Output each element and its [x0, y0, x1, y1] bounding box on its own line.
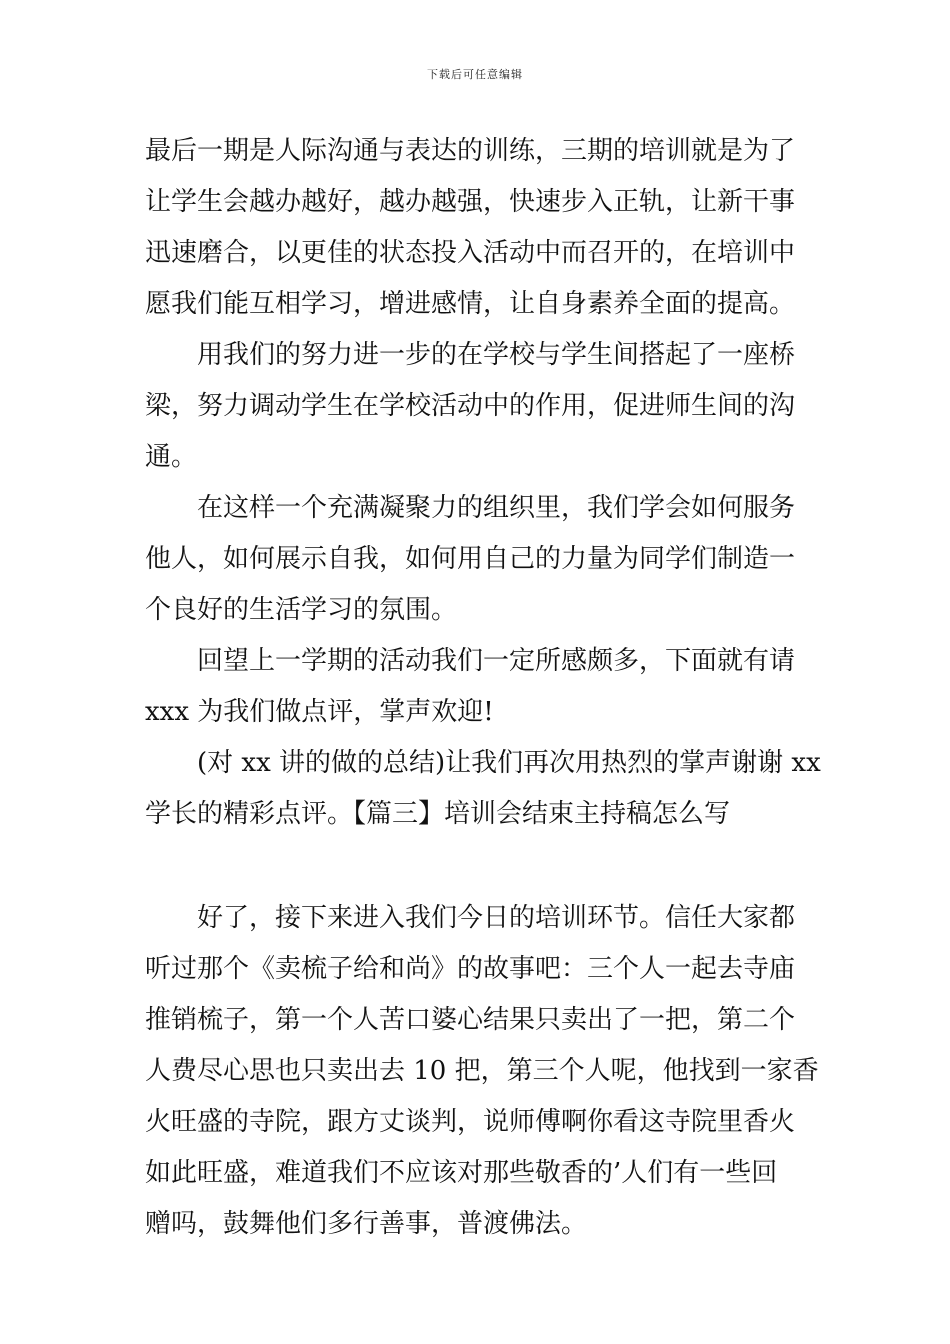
document-body — [145, 126, 821, 1250]
text-line: 赠吗，鼓舞他们多行善事，普渡佛法。 — [145, 1209, 588, 1239]
text-line: 个良好的生活学习的氛围。 — [145, 595, 458, 625]
text-line: 让学生会越办越好，越办越强，快速步入正轨，让新干事 — [145, 187, 796, 217]
text-line: 他人，如何展示自我，如何用自己的力量为同学们制造一 — [145, 544, 796, 574]
paragraph — [145, 893, 819, 1250]
text-line: 迅速磨合，以更佳的状态投入活动中而召开的，在培训中 — [145, 238, 796, 268]
paragraph — [145, 483, 807, 636]
text-line: 回望上一学期的活动我们一定所感颇多，下面就有请 — [197, 646, 796, 676]
text-line: 推销梳子，第一个人苦口婆心结果只卖出了一把，第二个 — [145, 1005, 796, 1035]
text-line: 学长的精彩点评。【篇三】培训会结束主持稿怎么写 — [145, 799, 731, 829]
text-line: 人费尽心思也只卖出去 10 把，第三个人呢，他找到一家香 — [145, 1056, 819, 1086]
text-line: 愿我们能互相学习，增进感情，让自身素养全面的提高。 — [145, 289, 796, 319]
text-line: (对 xx 讲的做的总结)让我们再次用热烈的掌声谢谢 xx — [197, 748, 821, 778]
page-header-note: 下载后可任意编辑 — [427, 68, 523, 81]
text-line: 用我们的努力进一步的在学校与学生间搭起了一座桥 — [197, 340, 796, 370]
text-line: 火旺盛的寺院，跟方丈谈判，说师傅啊你看这寺院里香火 — [145, 1107, 796, 1137]
text-line: 通。 — [145, 442, 198, 472]
text-line: 梁，努力调动学生在学校活动中的作用，促进师生间的沟 — [145, 391, 796, 421]
blank-spacer — [145, 840, 807, 893]
text-line: 听过那个《卖梳子给和尚》的故事吧：三个人一起去寺庙 — [145, 954, 796, 984]
text-line: 如此旺盛，难道我们不应该对那些敬香的’人们有一些回 — [145, 1158, 778, 1188]
paragraph — [145, 126, 807, 330]
text-line: 在这样一个充满凝聚力的组织里，我们学会如何服务 — [197, 493, 796, 523]
text-line: xxx 为我们做点评，掌声欢迎! — [145, 697, 494, 727]
text-line: 好了，接下来进入我们今日的培训环节。信任大家都 — [197, 903, 796, 933]
paragraph — [145, 636, 807, 738]
paragraph — [145, 330, 807, 483]
text-line: 最后一期是人际沟通与表达的训练，三期的培训就是为了 — [145, 136, 796, 166]
paragraph — [145, 738, 821, 840]
